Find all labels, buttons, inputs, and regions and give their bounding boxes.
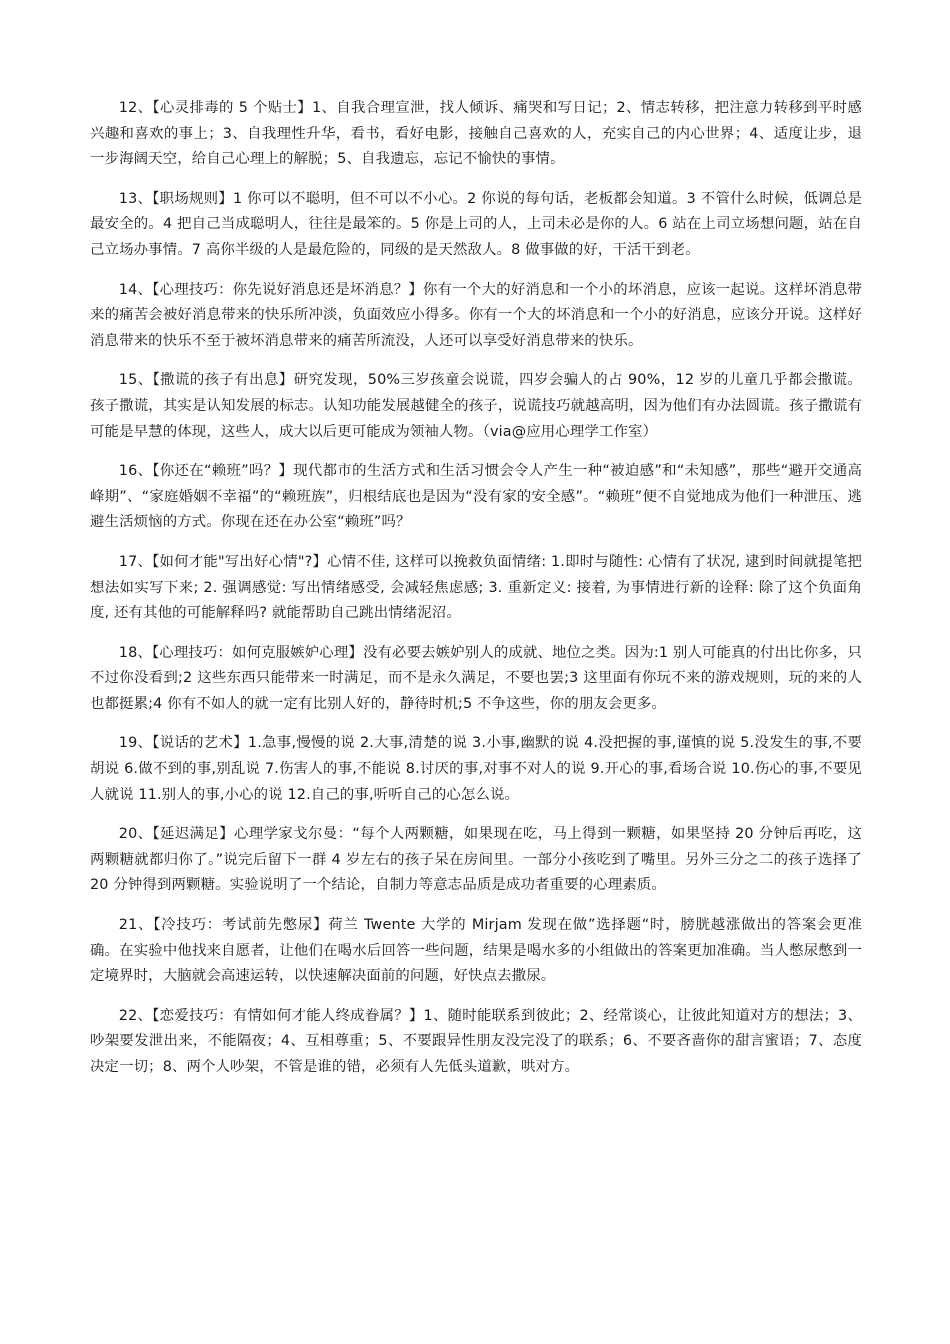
paragraph-tip-20: 20、【延迟满足】心理学家戈尔曼：“每个人两颗糖，如果现在吃，马上得到一颗糖，如果坚持 20 分钟后再吃，这两颗糖就都归你了。”说完后留下一群 4 岁左右的孩子呆在房间里。一部分小孩吃到了嘴里。另外三分之二的孩子选择了 20 分钟得到两颗糖。实验说明了一个结论，自制力等意志品质是成功者重要的心理素质。 <box>90 826 862 894</box>
paragraph-tip-22: 22、【恋爱技巧：有情如何才能人终成眷属？】1、随时能联系到彼此；2、经常谈心，让彼此知道对方的想法；3、吵架要发泄出来，不能隔夜；4、互相尊重；5、不要跟异性朋友没完没了的联系；6、不要吝啬你的甜言蜜语；7、态度决定一切；8、两个人吵架，不管是谁的错，必须有人先低头道歉，哄对方。 <box>90 1007 862 1075</box>
paragraph-tip-12: 12、【心灵排毒的 5 个贴士】1、自我合理宣泄，找人倾诉、痛哭和写日记；2、情志转移，把注意力转移到平时感兴趣和喜欢的事上；3、自我理性升华，看书，看好电影，接触自己喜欢的人，充实自己的内心世界；4、适度让步，退一步海阔天空，给自己心理上的解脱；5、自我遗忘，忘记不愉快的事情。 <box>90 100 862 168</box>
paragraph-tip-19: 19、【说话的艺术】1.急事,慢慢的说 2.大事,清楚的说 3.小事,幽默的说 4.没把握的事,谨慎的说 5.没发生的事,不要胡说 6.做不到的事,别乱说 7.伤害人的事,不能说 8.讨厌的事,对事不对人的说 9.开心的事,看场合说 10.伤心的事,不要见人就说 11.别人的事,小心的说 12.自己的事,听听自己的心怎么说。 <box>90 735 862 803</box>
paragraph-tip-17: 17、【如何才能"写出好心情"?】心情不佳, 这样可以挽救负面情绪: 1.即时与随性: 心情有了状况, 逮到时间就提笔把想法如实写下来; 2. 强调感觉: 写出情绪感受, 会减轻焦虑感; 3. 重新定义: 接着, 为事情进行新的诠释: 除了这个负面角度, 还有其他的可能解释吗? 就能帮助自己跳出情绪泥沼。 <box>90 553 862 622</box>
paragraph-tip-13: 13、【职场规则】1 你可以不聪明，但不可以不小心。2 你说的每句话，老板都会知道。3 不管什么时候，低调总是最安全的。4 把自己当成聪明人，往往是最笨的。5 你是上司的人，上司未必是你的人。6 站在上司立场想问题，站在自己立场办事情。7 高你半级的人是最危险的，同级的是天然敌人。8 做事做的好，干活干到老。 <box>90 190 862 258</box>
paragraph-tip-14: 14、【心理技巧：你先说好消息还是坏消息？】你有一个大的好消息和一个小的坏消息，应该一起说。这样坏消息带来的痛苦会被好消息带来的快乐所冲淡，负面效应小得多。你有一个大的坏消息和一个小的好消息，应该分开说。这样好消息带来的快乐不至于被坏消息带来的痛苦所流没，人还可以享受好消息带来的快乐。 <box>90 281 862 349</box>
paragraph-tip-21: 21、【冷技巧：考试前先憋尿】荷兰 Twente 大学的 Mirjam 发现在做”选择题“时，膀胱越涨做出的答案会更准确。在实验中他找来自愿者，让他们在喝水后回答一些问题，结果是喝水多的小组做出的答案更加准确。当人憋尿憋到一定境界时，大脑就会高速运转，以快速解决面前的问题，好快点去撒尿。 <box>90 917 862 985</box>
document-page <box>90 96 862 1095</box>
paragraph-tip-18: 18、【心理技巧：如何克服嫉妒心理】没有必要去嫉妒别人的成就、地位之类。因为:1 别人可能真的付出比你多，只不过你没看到;2 这些东西只能带来一时满足，而不是永久满足，不要也罢;3 这里面有你玩不来的游戏规则，玩的来的人也都挺累;4 你有不如人的就一定有比别人好的，静待时机;5 不争这些，你的朋友会更多。 <box>90 644 862 712</box>
paragraph-tip-15: 15、【撒谎的孩子有出息】研究发现，50%三岁孩童会说谎，四岁会骗人的占 90%，12 岁的儿童几乎都会撒谎。孩子撒谎，其实是认知发展的标志。认知功能发展越健全的孩子，说谎技巧就越高明，因为他们有办法圆谎。孩子撒谎有可能是早慧的体现，这些人，成大以后更可能成为领袖人物。（via@应用心理学工作室） <box>90 372 862 440</box>
paragraph-tip-16: 16、【你还在“赖班”吗？】现代都市的生活方式和生活习惯会令人产生一种“被迫感”和“未知感”，那些“避开交通高峰期”、“家庭婚姻不幸福”的“赖班族”，归根结底也是因为“没有家的安全感”。“赖班”便不自觉地成为他们一种泄压、逃避生活烦恼的方式。你现在还在办公室“赖班”吗？ <box>90 463 862 531</box>
